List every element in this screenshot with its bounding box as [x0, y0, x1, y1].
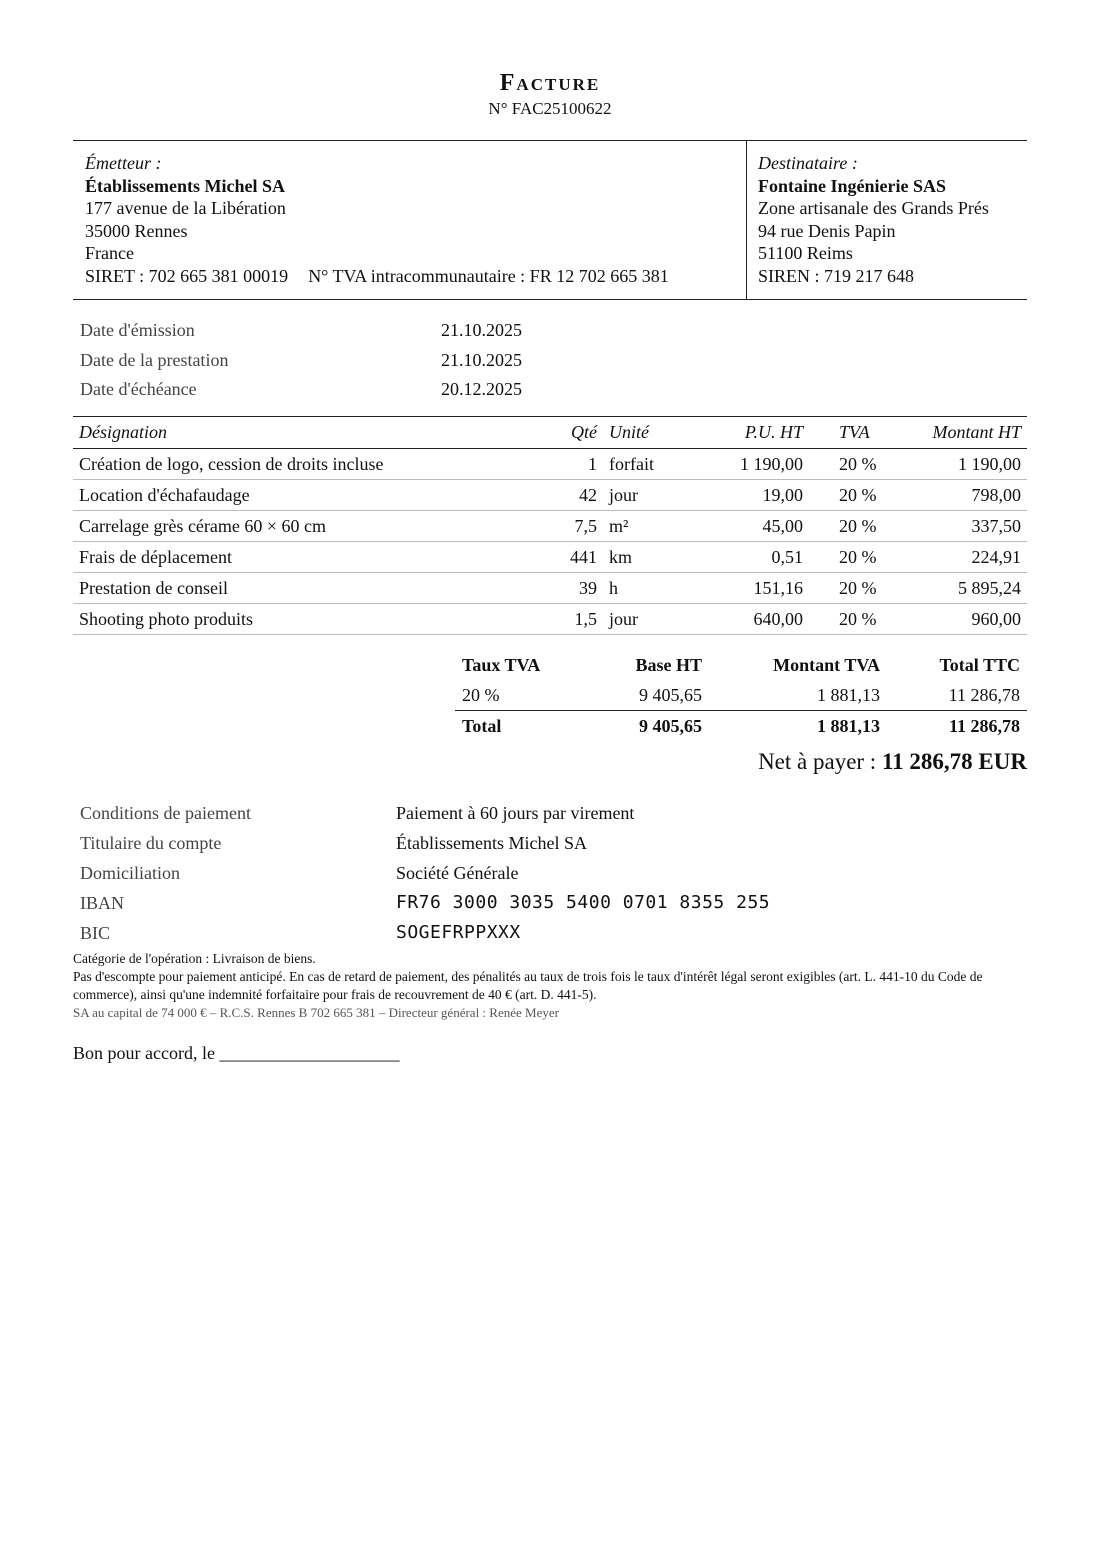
- emitter-identifiers: [85, 265, 746, 288]
- item-unit-price: 640,00: [703, 604, 809, 635]
- dates-block: [80, 316, 522, 405]
- table-row: [73, 449, 1027, 480]
- item-unit: jour: [603, 604, 703, 635]
- vat-total-amount: 1 881,13: [709, 711, 887, 742]
- iban-value: FR76 3000 3035 5400 0701 8355 255: [396, 892, 771, 913]
- invoice-title: Facture: [499, 70, 601, 96]
- item-unit: jour: [603, 480, 703, 511]
- emitter-name: Établissements Michel SA: [85, 175, 285, 196]
- table-row: [73, 542, 1027, 573]
- recipient-address-line: Zone artisanale des Grands Prés: [758, 198, 989, 218]
- payment-row: [80, 918, 770, 948]
- emitter-block: [73, 141, 747, 299]
- item-unit-price: 0,51: [703, 542, 809, 573]
- emitter-address-line: 35000 Rennes: [85, 220, 188, 241]
- payment-conditions-value: Paiement à 60 jours par virement: [396, 803, 635, 823]
- item-unit: km: [603, 542, 703, 573]
- date-value: 20.12.2025: [441, 379, 522, 399]
- vat-base: 9 405,65: [639, 684, 702, 705]
- items-table: [73, 416, 1027, 635]
- date-label: Date d'échéance: [80, 379, 197, 399]
- payment-row: [80, 888, 770, 918]
- date-label: Date de la prestation: [80, 349, 229, 370]
- item-vat: 20 %: [809, 573, 889, 604]
- date-row: [80, 346, 522, 376]
- legal-notes: [73, 950, 1027, 1022]
- recipient-address-line: 51100 Reims: [758, 243, 853, 263]
- bank-label: Domiciliation: [80, 863, 180, 883]
- payment-conditions-label: Conditions de paiement: [80, 803, 251, 823]
- vat-summary-table: [455, 650, 1027, 741]
- item-unit-price: 45,00: [703, 511, 809, 542]
- bank-value: Société Générale: [396, 863, 519, 883]
- table-row: [73, 573, 1027, 604]
- table-row: [73, 480, 1027, 511]
- date-row: [80, 375, 522, 405]
- item-designation: Location d'échafaudage: [73, 480, 543, 511]
- recipient-address-line: 94 rue Denis Papin: [758, 220, 896, 241]
- item-amount: 224,91: [889, 542, 1027, 573]
- vat-total-label: Total: [455, 711, 585, 742]
- item-designation: Prestation de conseil: [73, 573, 543, 604]
- table-row: [455, 680, 1027, 711]
- item-unit-price: 19,00: [703, 480, 809, 511]
- item-designation: Frais de déplacement: [73, 542, 543, 573]
- item-qty: 7,5: [543, 511, 603, 542]
- payment-row: [80, 798, 770, 828]
- column-header-unit: Unité: [603, 417, 703, 449]
- operation-category: Catégorie de l'opération : Livraison de biens.: [73, 951, 316, 966]
- item-designation: Création de logo, cession de droits incluse: [73, 449, 543, 480]
- vat-total-base: 9 405,65: [585, 711, 709, 742]
- vat-header-rate: Taux TVA: [462, 654, 541, 675]
- emitter-country: France: [85, 243, 134, 263]
- item-vat: 20 %: [809, 604, 889, 635]
- item-unit: forfait: [603, 449, 703, 480]
- date-value: 21.10.2025: [441, 320, 522, 340]
- recipient-name: Fontaine Ingénierie SAS: [758, 175, 947, 196]
- item-amount: 5 895,24: [889, 573, 1027, 604]
- item-unit: m²: [603, 511, 703, 542]
- bic-label: BIC: [80, 923, 111, 943]
- item-qty: 42: [543, 480, 603, 511]
- item-vat: 20 %: [809, 480, 889, 511]
- vat-total-ttc: 11 286,78: [887, 711, 1027, 742]
- item-qty: 441: [543, 542, 603, 573]
- emitter-label: Émetteur :: [85, 153, 162, 173]
- column-header-qty: Qté: [543, 417, 603, 449]
- account-holder-label: Titulaire du compte: [80, 833, 222, 853]
- item-vat: 20 %: [809, 511, 889, 542]
- item-designation: Shooting photo produits: [73, 604, 543, 635]
- net-to-pay: [73, 749, 1027, 775]
- item-qty: 1: [543, 449, 603, 480]
- table-row: [73, 511, 1027, 542]
- column-header-vat: TVA: [809, 417, 889, 449]
- parties-block: [73, 140, 1027, 300]
- vat-header-base: Base HT: [635, 654, 702, 675]
- account-holder-value: Établissements Michel SA: [396, 833, 587, 853]
- vat-header-total: Total TTC: [939, 654, 1020, 675]
- item-qty: 1,5: [543, 604, 603, 635]
- column-header-designation: Désignation: [73, 417, 543, 449]
- column-header-unit-price: P.U. HT: [703, 417, 809, 449]
- item-vat: 20 %: [809, 449, 889, 480]
- item-amount: 960,00: [889, 604, 1027, 635]
- table-row: [73, 604, 1027, 635]
- item-amount: 337,50: [889, 511, 1027, 542]
- item-unit-price: 151,16: [703, 573, 809, 604]
- payment-block: [80, 798, 770, 948]
- company-legal-info: SA au capital de 74 000 € – R.C.S. Rennes B 702 665 381 – Directeur général : Renée Meyer: [73, 1005, 559, 1020]
- iban-label: IBAN: [80, 893, 124, 913]
- bic-value: SOGEFRPPXXX: [396, 922, 521, 943]
- items-header-row: [73, 417, 1027, 449]
- column-header-amount: Montant HT: [889, 417, 1027, 449]
- payment-row: [80, 858, 770, 888]
- item-designation: Carrelage grès cérame 60 × 60 cm: [73, 511, 543, 542]
- vat-total: 11 286,78: [948, 684, 1020, 705]
- recipient-label: Destinataire :: [758, 153, 858, 173]
- recipient-block: [747, 141, 1027, 299]
- emitter-vat-number: N° TVA intracommunautaire : FR 12 702 665 381: [308, 265, 669, 286]
- vat-header-row: [455, 650, 1027, 680]
- approval-line: Bon pour accord, le ____________________: [73, 1043, 400, 1063]
- date-label: Date d'émission: [80, 320, 195, 340]
- vat-rate: 20 %: [462, 684, 500, 705]
- vat-header-amount: Montant TVA: [773, 654, 880, 675]
- date-row: [80, 316, 522, 346]
- vat-total-row: [455, 711, 1027, 742]
- item-amount: 1 190,00: [889, 449, 1027, 480]
- item-amount: 798,00: [889, 480, 1027, 511]
- recipient-siren: SIREN : 719 217 648: [758, 265, 915, 286]
- item-vat: 20 %: [809, 542, 889, 573]
- net-to-pay-label: Net à payer :: [758, 749, 877, 774]
- date-value: 21.10.2025: [441, 349, 522, 370]
- late-payment-terms: Pas d'escompte pour paiement anticipé. En cas de retard de paiement, des pénalités au taux de trois fois le taux d'intérêt légal seront exigibles (art. L. 441-10 du Code de commerce), ainsi qu'une indemnité forfaitaire pour frais de recouvrement de 40 € (art. D. 441-5).: [73, 969, 983, 1002]
- item-unit-price: 1 190,00: [703, 449, 809, 480]
- payment-row: [80, 828, 770, 858]
- vat-amount: 1 881,13: [817, 684, 880, 705]
- invoice-number: N° FAC25100622: [488, 99, 612, 118]
- emitter-address-line: 177 avenue de la Libération: [85, 198, 286, 218]
- item-qty: 39: [543, 573, 603, 604]
- net-to-pay-value: 11 286,78 EUR: [881, 749, 1027, 774]
- item-unit: h: [603, 573, 703, 604]
- emitter-siret: SIRET : 702 665 381 00019: [85, 265, 289, 286]
